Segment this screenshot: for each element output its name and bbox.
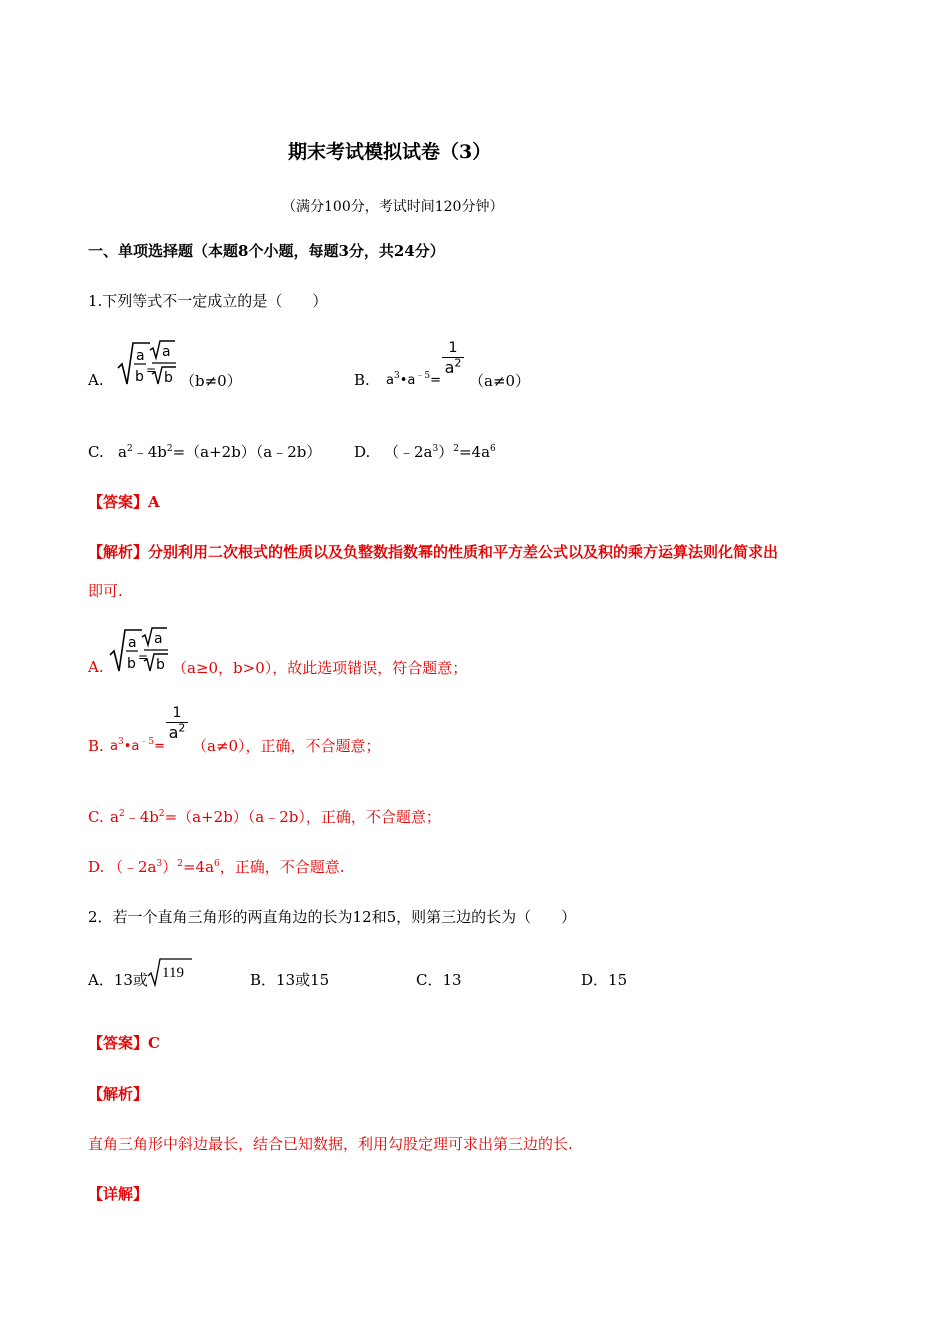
sqrt-b-denominator: b: [135, 369, 144, 385]
q1-option-c-expression: $a^2﹣4b^2=(a+2b)(a﹣2b)$: [118, 443, 322, 461]
sqrt-a-top: a: [154, 631, 163, 647]
q1-explain-b-label: B.: [88, 737, 104, 755]
q2-option-c: C．13: [416, 971, 462, 989]
sqrt-a-numerator: a: [128, 635, 137, 651]
q1-option-c-label: C.: [88, 443, 104, 461]
q1-analysis-line-2: 即可.: [88, 582, 123, 600]
q1-option-b-condition: （a≠0）: [469, 372, 531, 390]
q1-explain-a-label: A.: [88, 658, 104, 676]
q2-analysis-heading: 【解析】: [88, 1085, 149, 1103]
q1-answer: 【答案】A: [88, 493, 160, 511]
section-heading: 一、单项选择题（本题8个小题，每题3分，共24分）: [88, 242, 445, 260]
q1-option-b-expression: $a^3•a^{﹣5}=$: [386, 371, 441, 388]
sqrt-a-top: a: [162, 344, 171, 360]
q1-option-a-sqrt-formula: [116, 340, 178, 390]
q2-detail-heading: 【详解】: [88, 1185, 149, 1203]
q1-explain-c-expression: $a^2﹣4b^2=(a+2b)(a﹣2b)$，正确，不合题意；: [110, 808, 441, 826]
page-subtitle: （满分100分，考试时间120分钟）: [282, 199, 504, 215]
sqrt-b-bottom: b: [164, 370, 173, 386]
sqrt-a-numerator: a: [136, 348, 145, 364]
equals-sign: =: [146, 363, 157, 377]
q2-option-b: B．13或15: [250, 971, 330, 989]
q1-option-a-label: A.: [88, 371, 104, 389]
q1-option-b-fraction: $\frac{1}{a^2}$: [442, 341, 464, 377]
q1-analysis-line-1: 【解析】分别利用二次根式的性质以及负整数指数幂的性质和平方差公式以及积的乘方运算法则化简求出: [88, 543, 779, 561]
q1-explain-d-label: D.: [88, 858, 105, 876]
q1-explain-a-sqrt-formula: [108, 627, 170, 677]
q1-explain-b-text: （a≠0），正确，不合题意；: [192, 737, 381, 755]
q2-option-a-sqrt: [147, 957, 193, 987]
sqrt-b-denominator: b: [127, 656, 136, 672]
question-1-stem: 1.下列等式不一定成立的是（ ）: [88, 292, 328, 310]
q1-explain-d-expression: $(﹣2a^3)^2=4a^6$，正确，不合题意.: [108, 858, 345, 876]
q2-answer: 【答案】C: [88, 1034, 160, 1052]
q1-option-b-label: B.: [354, 371, 370, 389]
q1-explain-a-text: （a≥0，b>0），故此选项错误，符合题意；: [172, 659, 468, 677]
equals-sign: =: [138, 650, 149, 664]
sqrt-radicand: 119: [162, 965, 184, 981]
q1-option-d-expression: $(﹣2a^3)^2=4a^6$: [384, 443, 496, 461]
q1-option-a-condition: （b≠0）: [180, 372, 242, 390]
q2-analysis-text: 直角三角形中斜边最长，结合已知数据，利用勾股定理可求出第三边的长.: [88, 1135, 573, 1153]
q1-explain-b-expression: $a^3•a^{﹣5}=$: [110, 737, 165, 754]
q1-explain-b-fraction: $\frac{1}{a^2}$: [166, 706, 188, 742]
question-2-stem: 2．若一个直角三角形的两直角边的长为12和5，则第三边的长为（ ）: [88, 908, 577, 926]
q1-explain-c-label: C.: [88, 808, 104, 826]
q2-option-d: D．15: [581, 971, 628, 989]
sqrt-b-bottom: b: [156, 657, 165, 673]
page-title: 期末考试模拟试卷（3）: [288, 141, 492, 163]
q2-option-a: A．13或: [88, 971, 148, 989]
q1-option-d-label: D.: [354, 443, 371, 461]
